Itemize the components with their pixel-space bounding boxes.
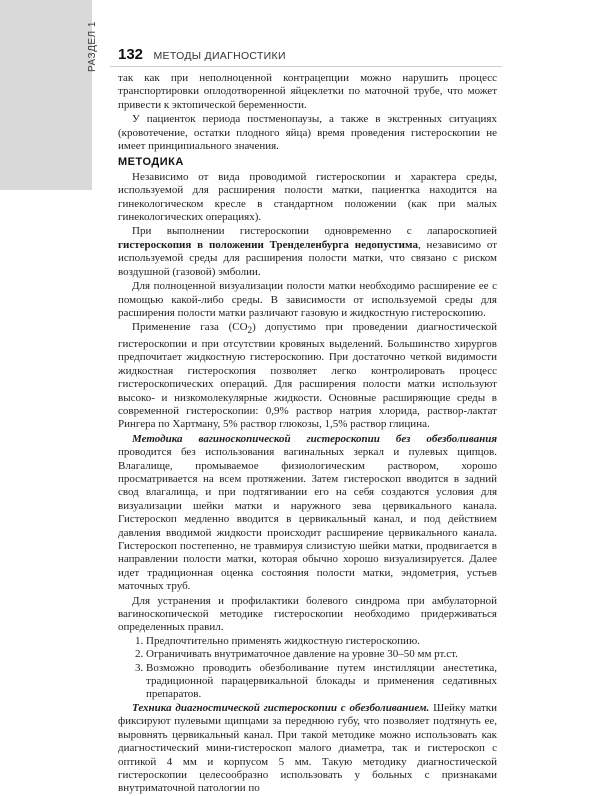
paragraph-4-lead: При выполнении гистероскопии одновременно с лапароскопией [132,225,497,238]
running-title: МЕТОДЫ ДИАГНОСТИКИ [153,50,286,62]
page-body [118,72,497,796]
paragraph-5: Для полноценной визуализации полости матки необходимо расширение ее с помощью какой-либо среды. В зависимости от используемой среды для расширения полости матки различают газовую и жидкостную гистероскопию. [118,280,497,319]
list-item: 1. Предпочтительно применять жидкостную гистероскопию. [146,635,497,648]
section-side-band [0,0,92,190]
paragraph-3: Независимо от вида проводимой гистероскопии и характера среды, используемой для расширения полости матки, пациентка находится на гинекологическом кресле в стандартном положении (как при малых гинекологических операциях). [118,170,497,224]
paragraph-8: Для устранения и профилактики болевого синдрома при амбулаторной вагиноскопической методике гистероскопии необходимо придерживаться определенных правил. [118,594,497,634]
paragraph-6-lead: Применение газа (CO [132,321,248,334]
rules-list [118,635,497,702]
paragraph-7-bold-italic: Методика вагиноскопической гистероскопии без обезболивания [132,432,497,445]
paragraph-4-tail: , независимо от используемой среды для расширения полости матки, что связано с риском воздушной (газовой) эмболии. [118,238,498,278]
paragraph-6-subscript: 2 [247,325,253,336]
paragraph-6 [118,321,497,431]
paragraph-4 [118,225,497,279]
paragraph-7 [118,433,497,594]
paragraph-9-bold-italic: Техника диагностической гистероскопии с обезболиванием. [132,701,430,714]
paragraph-6-tail: ) допустимо при проведении диагностической гистероскопии и при отсутствии кровяных выделений. Большинство хирургов предпочитает жидкостную гистероскопию. При достаточно четкой видимости жидкостная гистероскопия позволяет легко контролировать процесс гистероскопических операций. Для расширения полости матки используют высоко- и низкомолекулярные жидкости. Основные расширяющие среды в современной гистероскопии: 0,9% раствор натрия хлорида, раствор-лактат Рингера по Хартману, 5% раствор глюкозы, 1,5% раствор глицина. [118,321,497,431]
paragraph-2: У пациенток периода постменопаузы, а также в экстренных ситуациях (кровотечение, остатки плодного яйца) время проведения гистероскопии не имеет принципиального значения. [118,113,497,153]
paragraph-1: так как при неполноценной контрацепции можно нарушить процесс транспортировки оплодотворенной яйцеклетки по маточной трубе, что может привести к эктопической беременности. [118,72,497,111]
paragraph-9-rest: Шейку матки фиксируют пулевыми щипцами за переднюю губу, что позволяет подтянуть ее, выровнять цервикальный канал. При такой методике можно использовать как диагностический мини-гистероскоп малого диаметра, так и гистероскоп с оптикой 4 мм и корпусом 5 мм. Такую методику диагностической гистероскопии целесообразно использовать у больных с признаками внутриматочной патологии по [118,701,497,795]
list-item: 2. Ограничивать внутриматочное давление на уровне 30–50 мм рт.ст. [146,648,497,661]
page-header [118,46,286,64]
header-divider [110,66,502,67]
paragraph-4-bold: гистероскопия в положении Тренделенбурга недопустима [118,238,418,251]
section-heading: МЕТОДИКА [118,156,184,169]
page-number: 132 [118,46,144,63]
section-side-label: РАЗДЕЛ 1 [87,21,98,72]
list-item: 3. Возможно проводить обезболивание путем инстилляции анестетика, традиционной парацервикальной блокады и применения седативных препаратов. [146,662,497,702]
paragraph-9 [118,702,497,796]
paragraph-7-rest: проводится без использования вагинальных зеркал и пулевых щипцов. Влагалище, промываемое физиологическим раствором, хорошо просматривается на всем протяжении. Затем гистероскоп вводится в задний свод влагалища, и при подтягивании его на себя создаются условия для визуализации шейки матки и наружного зева цервикального канала. Гистероскоп медленно вводится в цервикальный канал, и под действием давления вводимой жидкости происходит расширение цервикального канала. Гистероскоп постепенно, не травмируя слизистую шейки матки, продвигается в направлении полости матки, которая обычно хорошо визуализируется. Далее идет традиционная оценка состояния полости матки, эндометрия, устьев маточных труб. [118,446,497,593]
